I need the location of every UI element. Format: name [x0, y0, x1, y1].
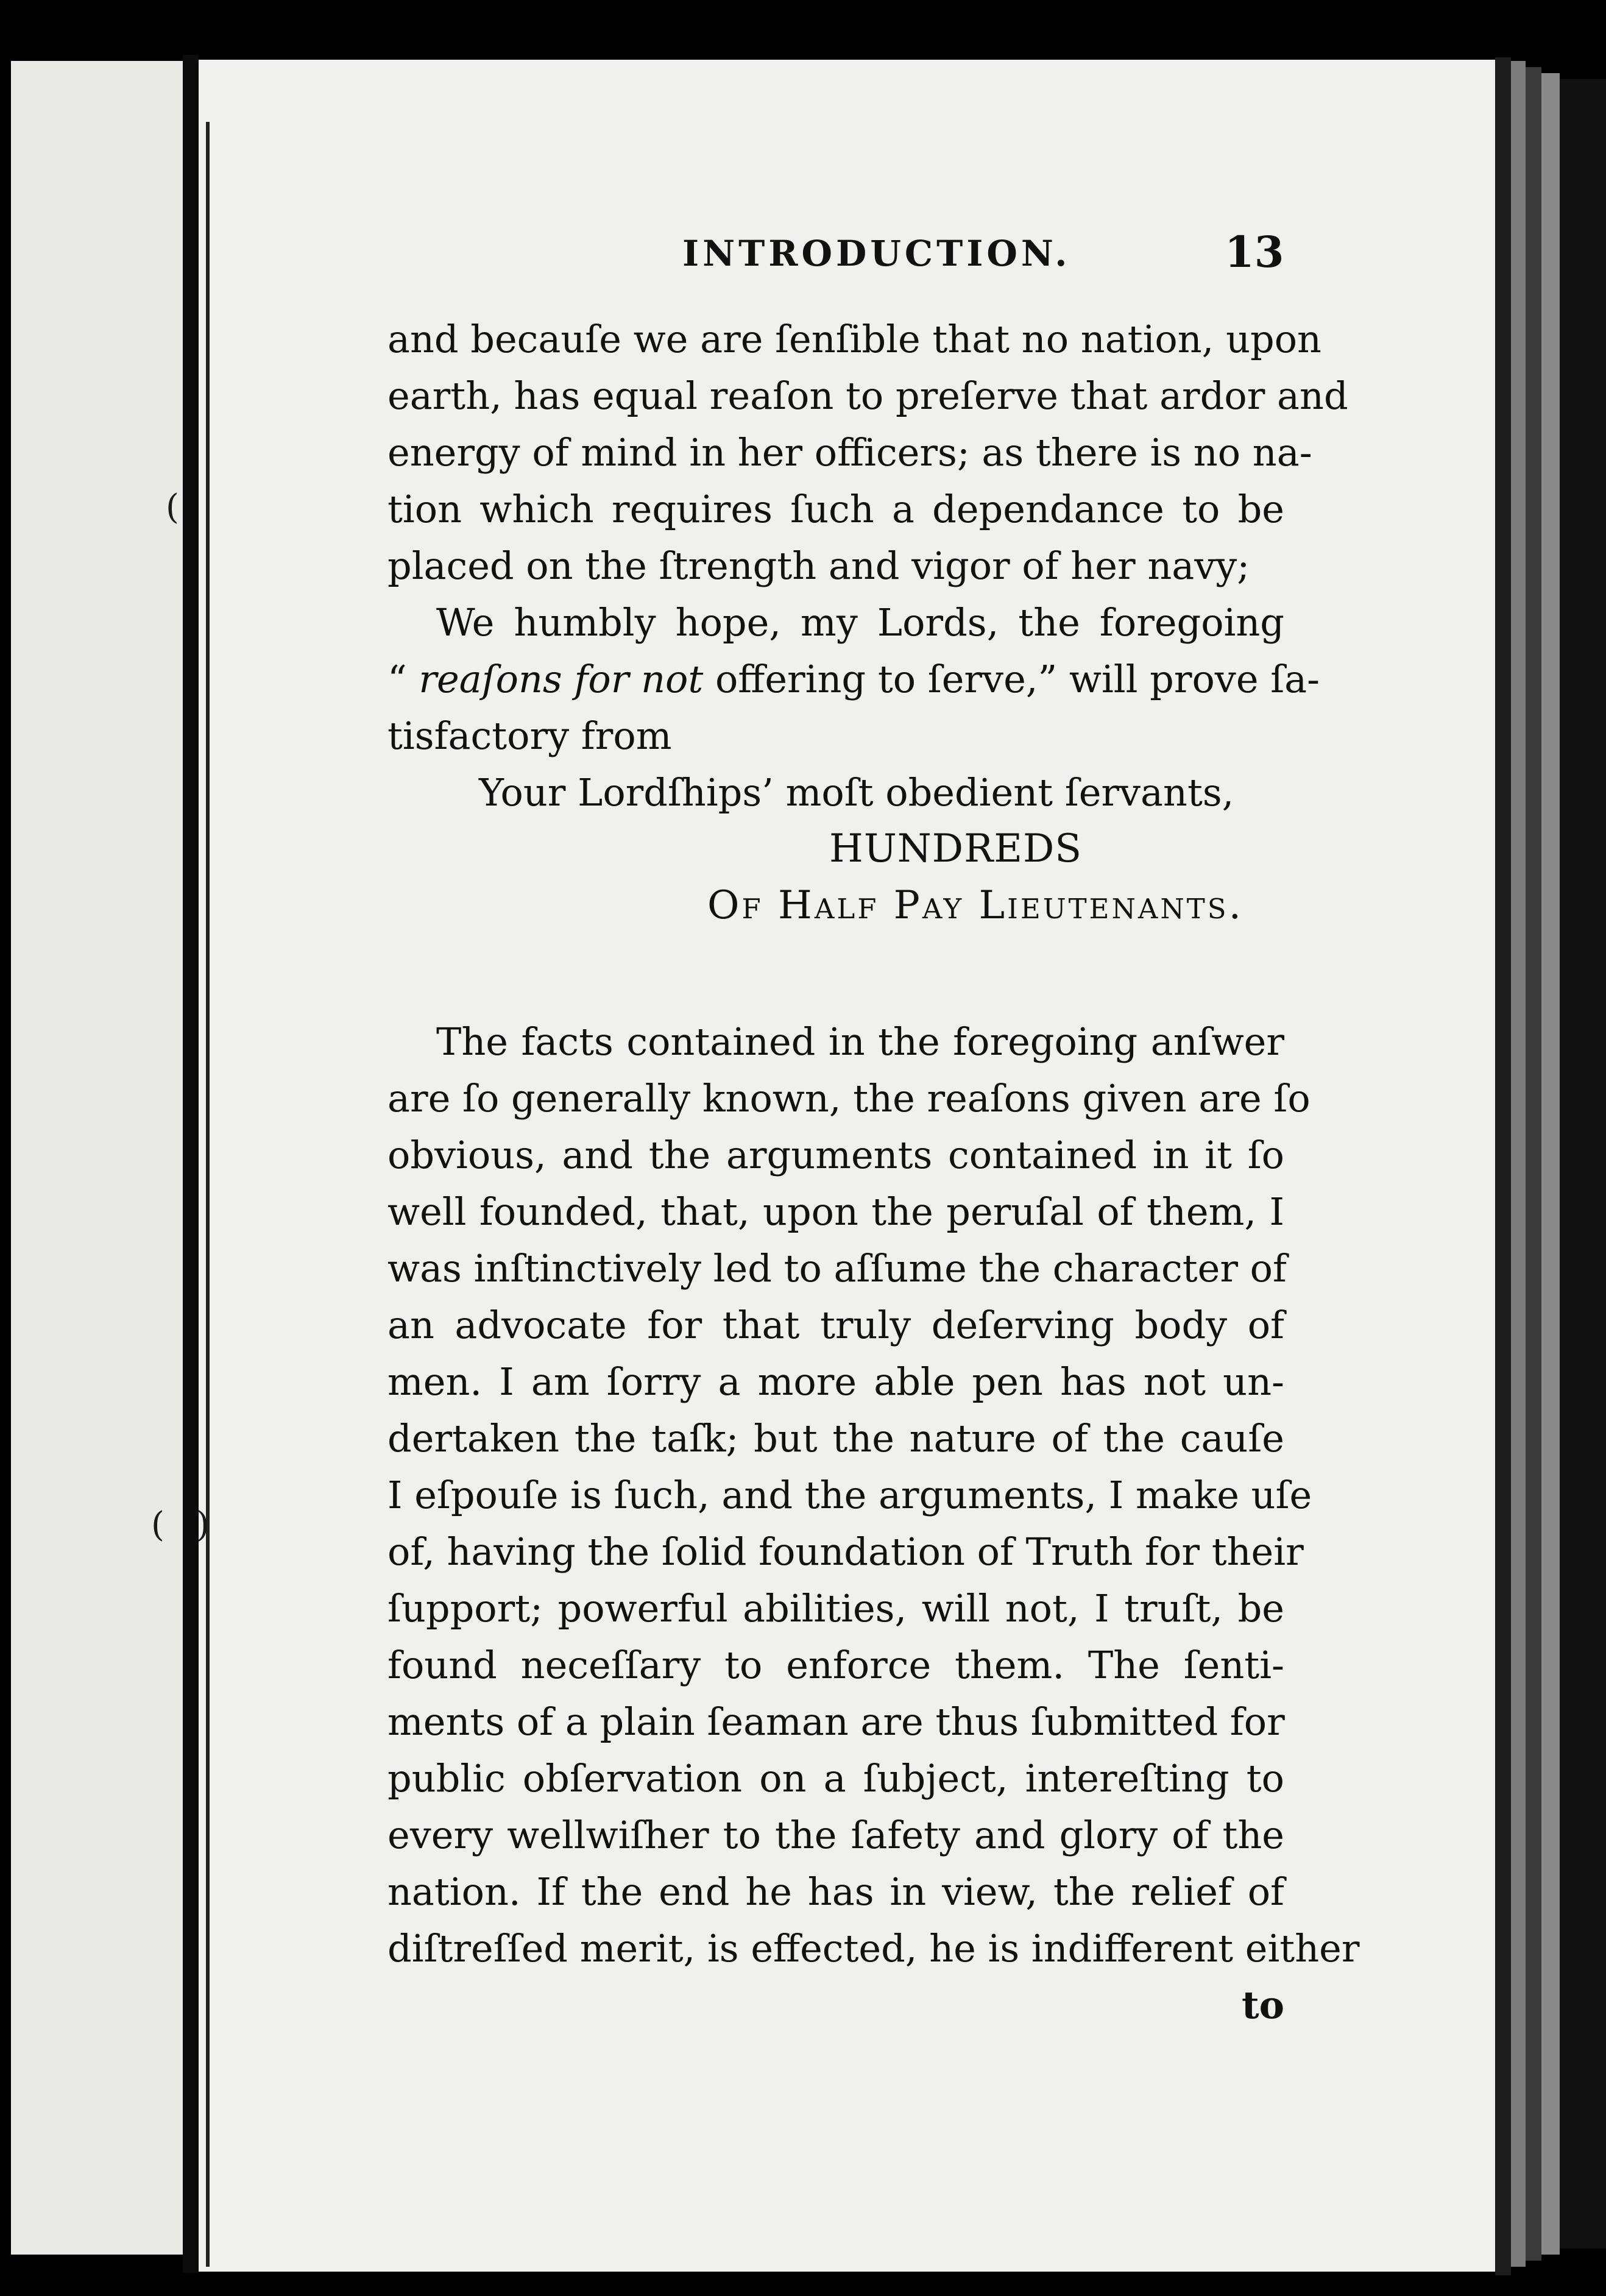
- italic-phrase: reaſons for not: [419, 657, 704, 701]
- facing-page-edge: [11, 61, 194, 2255]
- text-line: of, having the ſolid foundation of Truth for their: [387, 1529, 1304, 1574]
- gutter-shadow-line: [206, 122, 210, 2267]
- text-line: public obſervation on a ſubject, intereſting to: [387, 1756, 1284, 1801]
- text-line: nation. If the end he has in view, the relief of: [387, 1869, 1284, 1914]
- text-line: tion which requires ſuch a dependance to be: [387, 487, 1284, 531]
- text-line: tisfactory from: [387, 714, 672, 758]
- text-line: ſupport; powerful abilities, will not, I truſt, be: [387, 1586, 1284, 1631]
- text-line: dertaken the taſk; but the nature of the cauſe: [387, 1416, 1284, 1461]
- text-line: The facts contained in the foregoing anſwer: [436, 1019, 1284, 1064]
- gutter-mark: (: [151, 1505, 164, 1545]
- closing-salutation: Your Lordſhips’ moſt obedient ſervants,: [479, 770, 1234, 815]
- page-edge: [1560, 79, 1606, 2248]
- text-line: energy of mind in her officers; as there is no na-: [387, 430, 1312, 475]
- text-line: every wellwiſher to the ſafety and glory of the: [387, 1813, 1284, 1857]
- page-edge: [1495, 57, 1511, 2275]
- signature-line-1: HUNDREDS: [829, 826, 1083, 871]
- text-line: found neceſſary to enforce them. The ſenti-: [387, 1643, 1284, 1687]
- text-line: men. I am ſorry a more able pen has not un-: [387, 1359, 1284, 1404]
- page-edge: [1511, 61, 1526, 2267]
- gutter-mark: ): [196, 1505, 210, 1545]
- text-line: placed on the ſtrength and vigor of her navy;: [387, 544, 1250, 588]
- text-line: was inſtinctively led to aſſume the character of: [387, 1246, 1287, 1291]
- quote-mark: “: [387, 657, 407, 701]
- text-line: diſtreſſed merit, is effected, he is indifferent either: [387, 1926, 1360, 1971]
- page-number: 13: [1225, 227, 1284, 277]
- body-text: [387, 311, 1360, 2033]
- binding-gutter: [183, 55, 199, 2273]
- catchword: to: [1242, 1983, 1284, 2027]
- text-line: and becauſe we are ſenſible that no nation, upon: [387, 317, 1321, 361]
- text-line: an advocate for that truly deſerving body of: [387, 1303, 1284, 1347]
- text-line-quote: [387, 651, 1320, 707]
- paragraph-gap: [387, 934, 1284, 1013]
- text-line: We humbly hope, my Lords, the foregoing: [436, 600, 1284, 645]
- quote-rest: offering to ſerve,” will prove ſa-: [715, 657, 1320, 701]
- page-edge: [1541, 73, 1560, 2255]
- text-line: obvious, and the arguments contained in it ſo: [387, 1133, 1284, 1177]
- running-head: INTRODUCTION.: [682, 233, 1071, 274]
- text-line: ments of a plain ſeaman are thus ſubmitted for: [387, 1699, 1285, 1744]
- page-edge: [1526, 67, 1541, 2261]
- text-line: well founded, that, upon the peruſal of them, I: [387, 1189, 1284, 1234]
- text-line: are ſo generally known, the reaſons given are ſo: [387, 1076, 1311, 1121]
- text-line: earth, has equal reaſon to preſerve that ardor and: [387, 374, 1348, 418]
- text-line: I eſpouſe is ſuch, and the arguments, I make uſe: [387, 1473, 1312, 1517]
- gutter-mark: (: [166, 487, 179, 527]
- signature-line-2: Of Half Pay Lieutenants.: [707, 883, 1243, 928]
